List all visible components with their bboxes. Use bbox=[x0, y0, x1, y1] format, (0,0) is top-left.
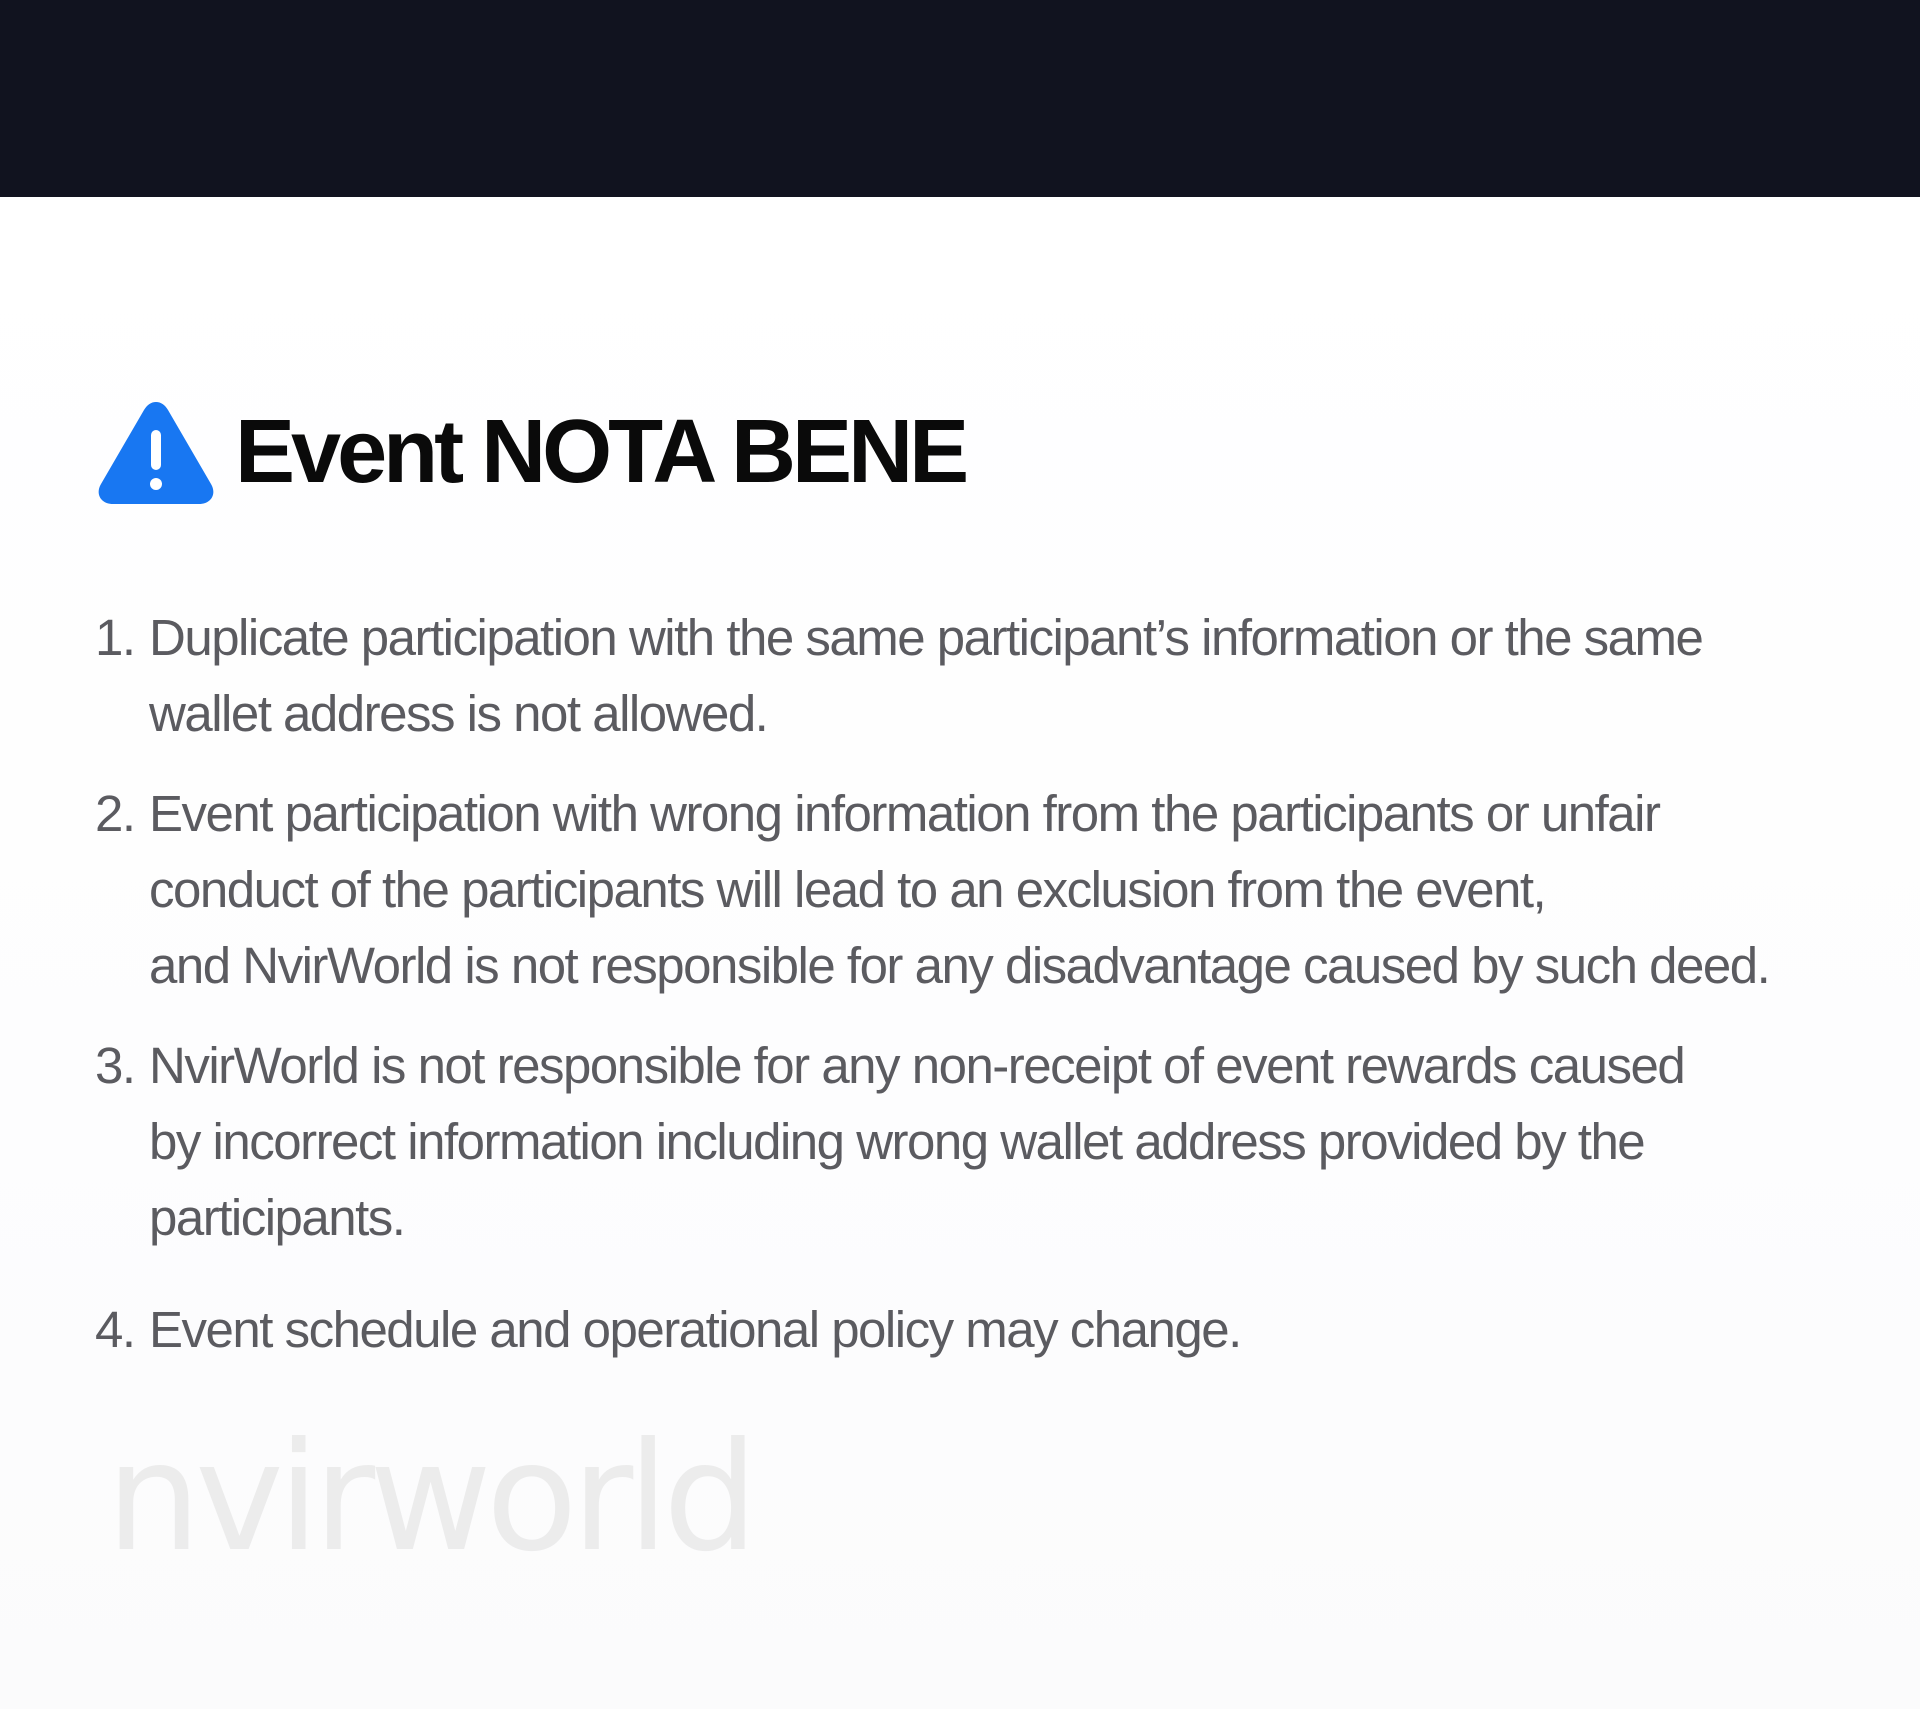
list-item-line: and NvirWorld is not responsible for any disadvantage caused by such deed. bbox=[149, 937, 1770, 994]
list-item bbox=[95, 1292, 1875, 1368]
list-item-number: 1. bbox=[95, 609, 135, 666]
list-item-number: 4. bbox=[95, 1301, 135, 1358]
list-item-line: Duplicate participation with the same participant’s information or the same bbox=[149, 609, 1703, 666]
list-item-line: participants. bbox=[149, 1189, 405, 1246]
top-bar bbox=[0, 0, 1920, 197]
list-item-text bbox=[149, 1292, 1875, 1368]
list-item-number: 3. bbox=[95, 1037, 135, 1094]
list-item bbox=[95, 776, 1875, 1004]
list-item-line: Event participation with wrong information from the participants or unfair bbox=[149, 785, 1660, 842]
list-item bbox=[95, 600, 1875, 752]
list-item-line: conduct of the participants will lead to an exclusion from the event, bbox=[149, 861, 1546, 918]
list-item bbox=[95, 1028, 1875, 1256]
list-item-text bbox=[149, 1028, 1875, 1256]
list-item-text bbox=[149, 600, 1875, 752]
list-item-line: NvirWorld is not responsible for any non-receipt of event rewards caused bbox=[149, 1037, 1685, 1094]
notes-list bbox=[95, 600, 1875, 1368]
list-item-text bbox=[149, 776, 1875, 1004]
page-heading bbox=[95, 396, 965, 508]
warning-triangle-icon bbox=[95, 396, 217, 508]
list-item-line: wallet address is not allowed. bbox=[149, 685, 768, 742]
nvirworld-watermark-logo: nvirworld bbox=[106, 1411, 753, 1585]
page-title: Event NOTA BENE bbox=[235, 402, 966, 502]
list-item-number: 2. bbox=[95, 785, 135, 842]
list-item-line: Event schedule and operational policy may change. bbox=[149, 1301, 1241, 1358]
list-item-line: by incorrect information including wrong wallet address provided by the bbox=[149, 1113, 1645, 1170]
